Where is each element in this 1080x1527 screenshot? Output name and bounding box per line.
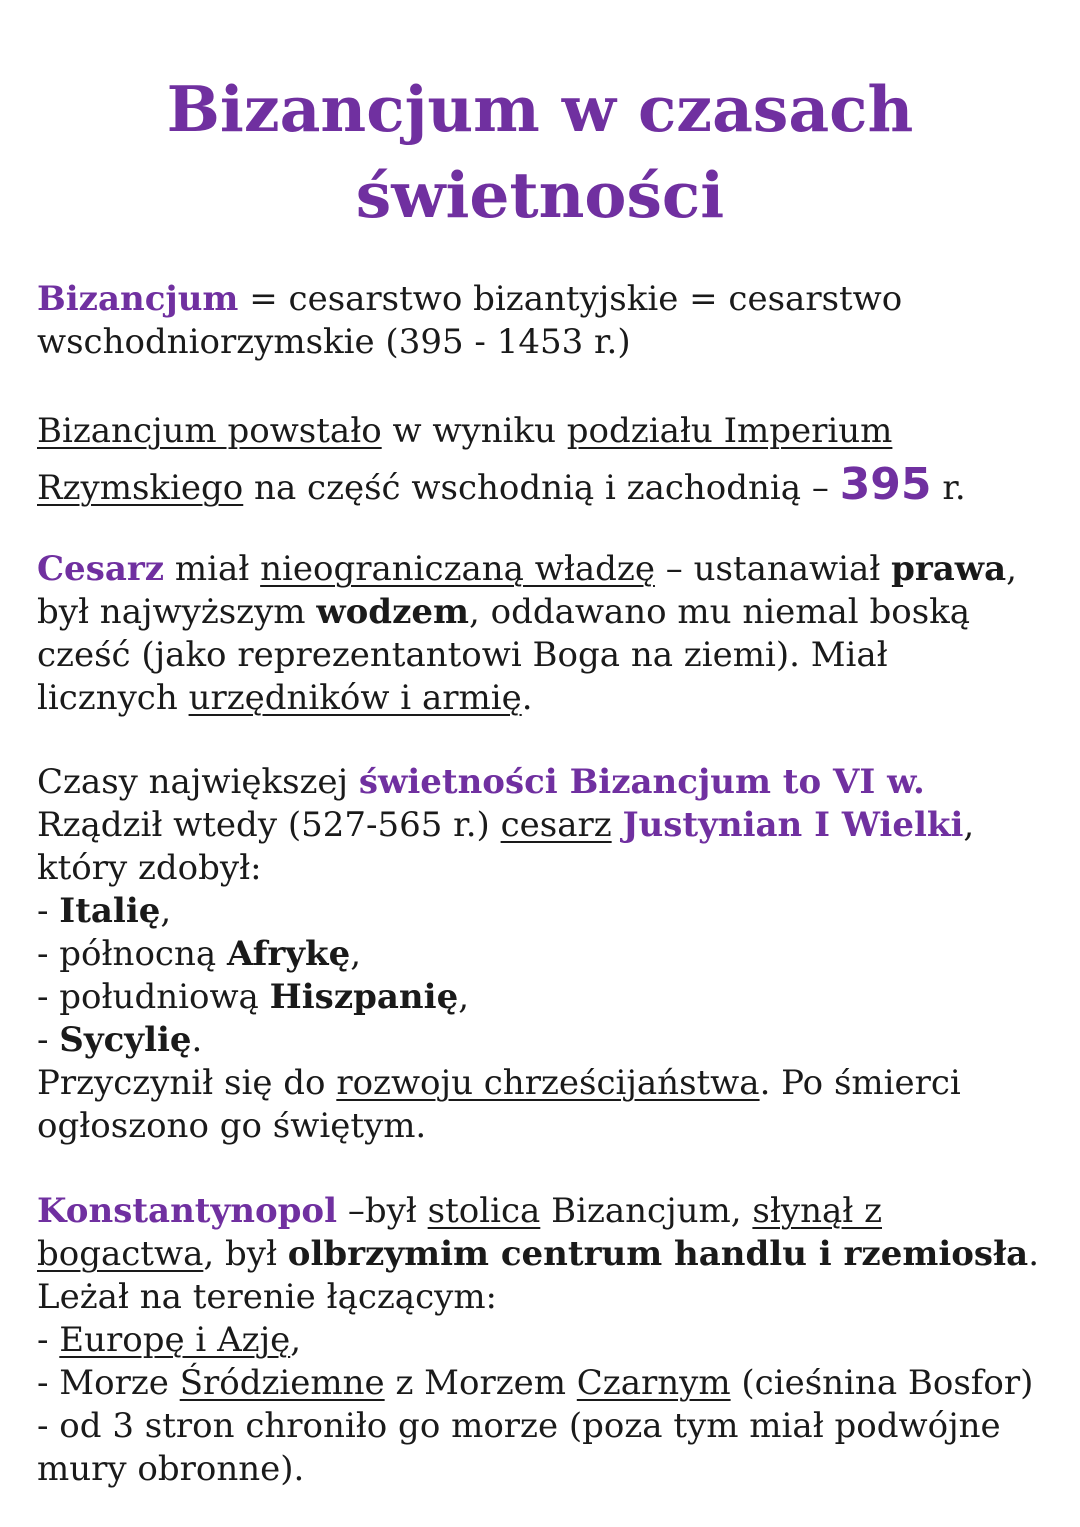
underlined-text: cesarz (500, 805, 612, 845)
underlined-text: bogactwa (37, 1234, 204, 1274)
bold-text: prawa (891, 549, 1007, 589)
text-run: r. (931, 468, 966, 508)
text-run: –był (337, 1191, 428, 1231)
text-line (37, 458, 1047, 515)
bold-text: wodzem (316, 592, 469, 632)
text-run: - (37, 1320, 60, 1360)
text-line (37, 1062, 1047, 1105)
text-run: na część wschodnią i zachodnią – (243, 468, 840, 508)
text-line (37, 1190, 1047, 1233)
list-item: - od 3 stron chroniło go morze (poza tym miał podwójne (37, 1406, 1001, 1446)
text-run: , (290, 1320, 302, 1360)
list-item (37, 1319, 1047, 1362)
term-konstantynopol: Konstantynopol (37, 1191, 338, 1231)
text-line (37, 548, 1047, 591)
paragraph-emperor (37, 548, 1047, 720)
underlined-text: Europę i Azję (59, 1320, 291, 1360)
title-line-1: Bizancjum w czasach (166, 72, 914, 146)
list-item (37, 890, 1047, 933)
text-run: . (521, 678, 533, 718)
text-run: był najwyższym (37, 592, 317, 632)
text-run: - Morze (37, 1363, 180, 1403)
term-bizancjum: Bizancjum (37, 279, 239, 319)
highlight-text: świetności Bizancjum to VI w. (358, 762, 925, 802)
underlined-text: podziału Imperium (566, 411, 893, 451)
text-run: . (191, 1020, 203, 1060)
text-run: miał (164, 549, 261, 589)
underlined-text: Rzymskiego (37, 468, 244, 508)
text-line: cześć (jako reprezentantowi Boga na ziemi). Miał (37, 635, 888, 675)
term-cesarz: Cesarz (37, 549, 165, 589)
list-item (37, 1362, 1047, 1405)
text-run: Rządził wtedy (527-565 r.) (37, 805, 501, 845)
text-run: . (1028, 1234, 1039, 1274)
text-run: , był (203, 1234, 288, 1274)
text-line: Leżał na terenie łączącym: (37, 1277, 498, 1317)
text-run (612, 805, 623, 845)
paragraph-definition (37, 278, 1047, 364)
bold-text: Hiszpanię (269, 977, 459, 1017)
paragraph-constantinople (37, 1190, 1047, 1491)
text-run: , (160, 891, 172, 931)
bold-text: olbrzymim centrum handlu i rzemiosła (287, 1234, 1029, 1274)
text-run: Bizancjum, (540, 1191, 753, 1231)
text-line (37, 405, 1047, 458)
underlined-text: nieograniczaną władzę (260, 549, 655, 589)
text-run: Czasy największej (37, 762, 359, 802)
text-run: Przyczynił się do (37, 1063, 337, 1103)
text-line (37, 677, 1047, 720)
text-line (37, 591, 1047, 634)
text-run: , oddawano mu niemal boską (469, 592, 971, 632)
text-run: - (37, 891, 60, 931)
bold-text: Afrykę (226, 934, 351, 974)
text-line (37, 761, 1047, 804)
text-line: ogłoszono go świętym. (37, 1106, 427, 1146)
bold-text: Sycylię (59, 1020, 192, 1060)
text-line: który zdobył: (37, 848, 262, 888)
text-run: = cesarstwo bizantyjskie = cesarstwo (238, 279, 903, 319)
text-run: (cieśnina Bosfor) (730, 1363, 1034, 1403)
title-line-2: świetności (355, 158, 725, 232)
text-run: - południową (37, 977, 270, 1017)
text-line (37, 1233, 1047, 1276)
list-item (37, 1019, 1047, 1062)
text-line (37, 278, 1047, 321)
underlined-text: Śródziemne (179, 1363, 385, 1403)
list-item (37, 976, 1047, 1019)
text-run: - (37, 1020, 60, 1060)
text-run: , (963, 805, 975, 845)
underlined-text: Bizancjum powstało (37, 411, 382, 451)
text-run: , (458, 977, 470, 1017)
text-run: . Po śmierci (759, 1063, 961, 1103)
highlight-text: Justynian I Wielki (622, 805, 964, 845)
text-line (37, 804, 1047, 847)
text-run: licznych (37, 678, 189, 718)
page-title (0, 66, 1080, 238)
text-run: z Morzem (384, 1363, 577, 1403)
underlined-text: rozwoju chrześcijaństwa (336, 1063, 760, 1103)
underlined-text: Czarnym (576, 1363, 731, 1403)
text-line: wschodniorzymskie (395 - 1453 r.) (37, 322, 631, 362)
list-item (37, 933, 1047, 976)
text-line: mury obronne). (37, 1449, 305, 1489)
text-run: w wyniku (381, 411, 567, 451)
paragraph-origin (37, 405, 1047, 515)
year-highlight: 395 (839, 459, 932, 510)
underlined-text: słynął z (752, 1191, 882, 1231)
text-run: , (350, 934, 362, 974)
paragraph-justinian (37, 761, 1047, 1148)
underlined-text: urzędników i armię (188, 678, 522, 718)
underlined-text: stolica (427, 1191, 541, 1231)
text-run: – ustanawiał (654, 549, 892, 589)
text-run: - północną (37, 934, 227, 974)
text-run: , (1006, 549, 1017, 589)
bold-text: Italię (59, 891, 161, 931)
